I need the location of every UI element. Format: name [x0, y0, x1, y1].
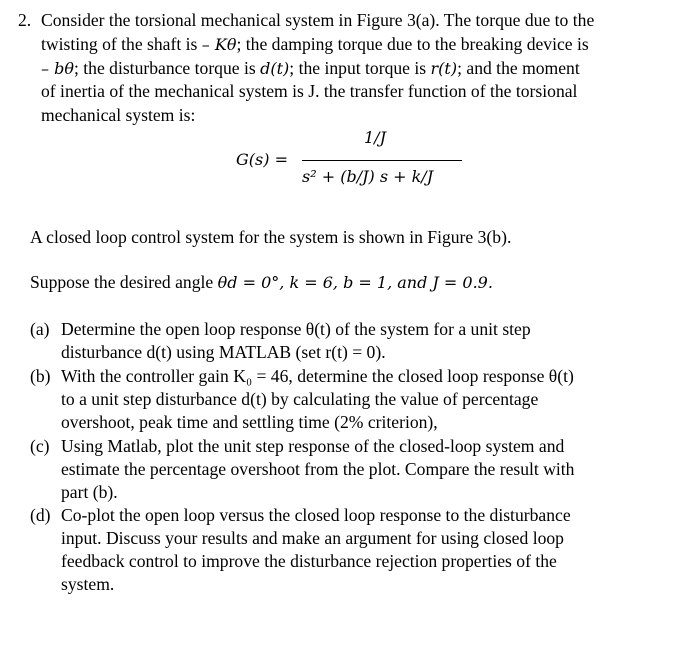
transfer-function-lhs: G(s) = [236, 150, 288, 169]
transfer-function [236, 128, 476, 196]
part-d-line-1: Co-plot the open loop versus the closed loop response to the disturbance [61, 505, 571, 525]
part-b-line-3: overshoot, peak time and settling time (2% criterion), [61, 412, 438, 432]
part-c-line-1: Using Matlab, plot the unit step response of the closed-loop system and [61, 436, 565, 456]
transfer-function-numerator: 1/J [364, 128, 386, 147]
part-c-line-2: estimate the percentage overshoot from the plot. Compare the result with [61, 459, 575, 479]
question-number: 2. [18, 10, 32, 30]
intro-text-2: twisting of the shaft is [41, 34, 198, 54]
intro-text-3: ; the damping torque due to the breaking device is [236, 34, 589, 54]
parameters-values: θd = 0°, k = 6, b = 1, and J = 0.9. [217, 273, 493, 292]
damping-torque-expr: – bθ [41, 59, 74, 78]
intro-line-5: mechanical system is: [41, 105, 196, 125]
intro-text-5: ; the input torque is [289, 58, 427, 78]
twist-torque-expr: – Kθ [201, 35, 237, 54]
part-b-label: (b) [30, 366, 51, 386]
intro-text-6: ; and the moment [457, 58, 580, 78]
intro-line-4: of inertia of the mechanical system is J. the transfer function of the torsional [41, 81, 578, 101]
part-d-label: (d) [30, 505, 51, 525]
intro-line-3 [41, 57, 663, 80]
part-d-line-4: system. [61, 574, 115, 594]
transfer-function-denominator: s² + (b/J) s + k/J [302, 167, 434, 186]
intro-text-1: Consider the torsional mechanical system in Figure 3(a). The torque due to the [41, 10, 595, 30]
part-b-line-2: to a unit step disturbance d(t) by calculating the value of percentage [61, 389, 539, 409]
part-a-text-1: Determine the open loop response θ(t) of the system for a unit step [61, 319, 531, 339]
part-a-line-1 [61, 318, 531, 341]
part-d-line-2: input. Discuss your results and make an argument for using closed loop [61, 528, 564, 548]
part-c-label: (c) [30, 436, 50, 456]
input-expr: r(t) [430, 59, 458, 78]
intro-text-4: ; the disturbance torque is [73, 58, 256, 78]
intro-line-1 [41, 9, 663, 32]
closed-loop-statement: A closed loop control system for the system is shown in Figure 3(b). [30, 227, 512, 247]
parameters-prefix: Suppose the desired angle [30, 272, 214, 292]
part-d-line-3: feedback control to improve the disturbance rejection properties of the [61, 551, 557, 571]
part-a-label: (a) [30, 319, 50, 339]
parameters-line [30, 271, 493, 294]
part-b-line-1: With the controller gain K₀ = 46, determine the closed loop response θ(t) [61, 366, 574, 386]
fraction-bar [302, 160, 462, 161]
part-a-line-2: disturbance d(t) using MATLAB (set r(t) = 0). [61, 342, 386, 362]
part-c-line-3: part (b). [61, 482, 118, 502]
disturbance-expr: d(t) [260, 59, 290, 78]
intro-line-2 [41, 33, 663, 56]
